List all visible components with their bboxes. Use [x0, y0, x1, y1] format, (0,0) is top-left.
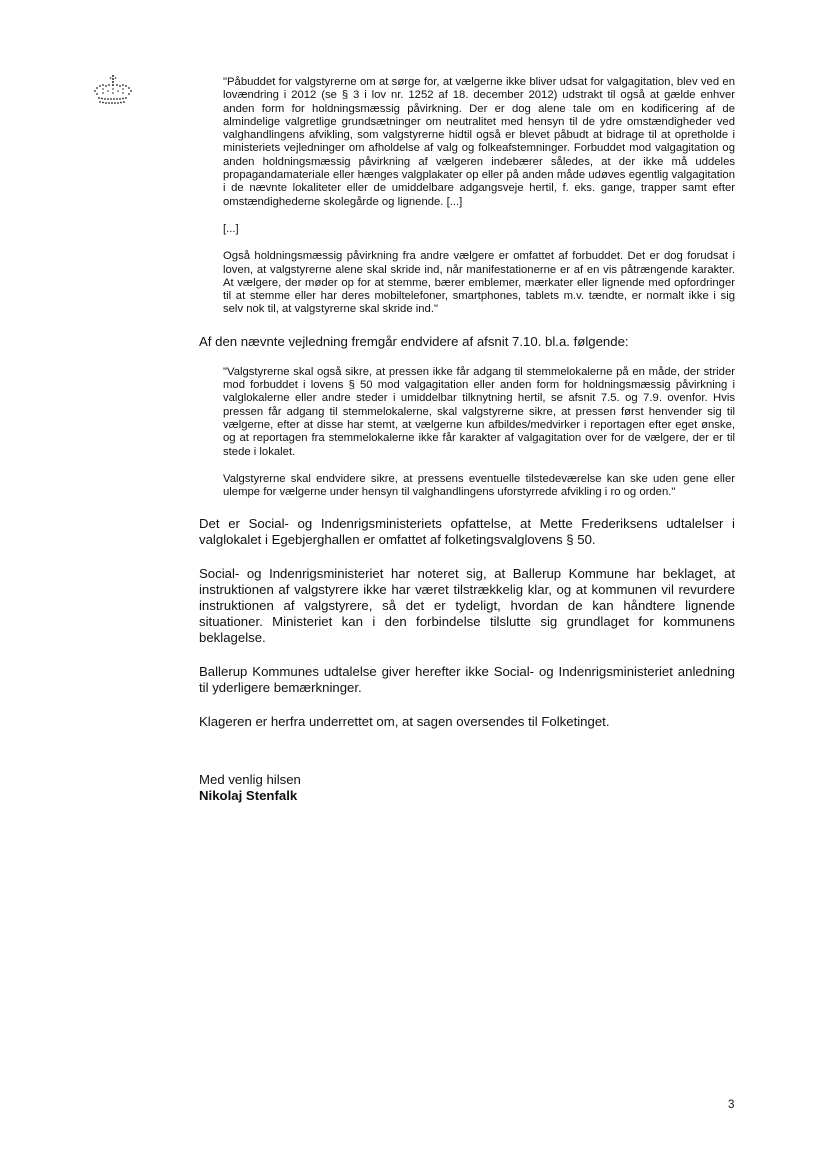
- quote-paragraph: "Valgstyrerne skal også sikre, at pressen ikke får adgang til stemmelokalerne på en måde, der strider mod forbuddet i lovens § 50 mod valgagitation eller anden form for holdningsmæssig påvirkning i valglokalerne eller andre steder i umiddelbar tilknytning hertil, se afsnit 7.5. og 7.9. ovenfor. Hvis pressen får adgang til stemmelokalerne, skal valgstyrerne sikre, at pressen først henvender sig til vælgerne, efter at disse har stemt, at vælgerne kun afbildes/medvirker i reportagen efter eget ønske, og at reportagen fra stemmelokalerne ikke får karakter af valgagitation over for de vælgere, der er til stede i lokalet.: [223, 365, 735, 458]
- page-number: 3: [728, 1099, 735, 1111]
- quote-paragraph: Også holdningsmæssig påvirkning fra andre vælgere er omfattet af forbuddet. Det er dog forudsat i loven, at valgstyrerne alene skal skride ind, når manifestationerne er af en vis påtrængende karakter. At vælgere, der møder op for at stemme, bærer emblemer, mærkater eller lignende med opfordringer til at stemme eller har deres mobiltelefoner, smartphones, tablets m.v. tændte, er normalt ikke i sig selv nok til, at valgstyrerne skal skride ind.": [223, 250, 735, 316]
- closing-greeting: Med venlig hilsen: [199, 772, 301, 788]
- quote-block-1: [223, 76, 735, 317]
- body-paragraph: Klageren er herfra underrettet om, at sagen oversendes til Folketinget.: [199, 714, 610, 730]
- body-paragraph: Social- og Indenrigsministeriet har noteret sig, at Ballerup Kommune har beklaget, at instruktionen af valgstyrere ikke har været tilstrækkelig klar, og at kommunen vil revurdere instruktionen af valgstyrere, så det er tydeligt, hvordan de kan håndtere lignende situationer. Ministeriet kan i den forbindelse tilslutte sig grundlaget for kommunens beklagelse.: [199, 566, 735, 646]
- crown-icon: [92, 74, 134, 110]
- quote-block-2: [223, 366, 735, 500]
- intro-line: Af den nævnte vejledning fremgår endvidere af afsnit 7.10. bl.a. følgende:: [199, 333, 629, 349]
- body-paragraph: Ballerup Kommunes udtalelse giver herefter ikke Social- og Indenrigsministeriet anledning til yderligere bemærkninger.: [199, 664, 735, 696]
- quote-paragraph: Valgstyrerne skal endvidere sikre, at pressens eventuelle tilstedeværelse kan ske uden gene eller ulempe for vælgerne under hensyn til valghandlingens uforstyrrede afvikling i ro og orden.": [223, 472, 735, 499]
- body-paragraph: Det er Social- og Indenrigsministeriets opfattelse, at Mette Frederiksens udtalelser i valglokalet i Egebjerghallen er omfattet af folketingsvalglovens § 50.: [199, 516, 735, 548]
- closing: [199, 772, 735, 804]
- signatory-name: Nikolaj Stenfalk: [199, 788, 298, 804]
- letter-content: [199, 76, 735, 804]
- quote-paragraph: "Påbuddet for valgstyrerne om at sørge for, at vælgerne ikke bliver udsat for valgagitation, blev ved en lovændring i 2012 (se § 3 i lov nr. 1252 af 18. december 2012) udstrakt til også at gælde enhver anden form for holdningsmæssig påvirkning. Der er dog alene tale om en kodificering af de almindelige valgretlige grundsætninger om neutralitet med hensyn til de ydre omstændigheder ved valghandlingens afvikling, som valgstyrerne hidtil også er blevet påbudt at bidrage til at opretholde i ministeriets vejledninger om afholdelse af valg og folkeafstemninger. Forbuddet mod valgagitation og anden holdningsmæssig påvirkning af vælgeren indebærer således, at der ikke må uddeles propagandamateriale eller hænges valgplakater op eller på anden måde udøves egentlig valgagitation i de nævnte lokaliteter eller de umiddelbare adgangsveje hertil, f. eks. gange, trapper samt efter omstændighederne skolegårde og lignende. [...]: [223, 76, 735, 208]
- quote-ellipsis: [...]: [223, 222, 239, 235]
